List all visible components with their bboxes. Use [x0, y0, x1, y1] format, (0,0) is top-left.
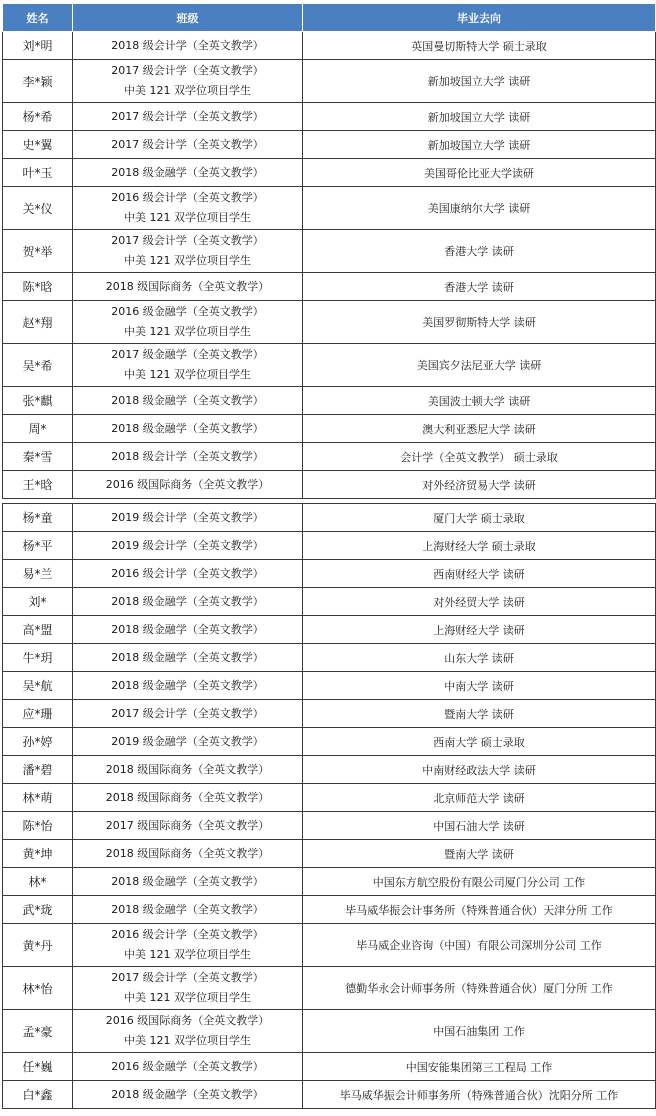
class-line: 2018 级金融学（全英文教学）: [111, 678, 264, 692]
destination-cell: 毕马威企业咨询（中国）有限公司深圳分公司 工作: [303, 924, 656, 967]
class-cell: [73, 672, 303, 700]
class-line: 2018 级金融学（全英文教学）: [111, 622, 264, 636]
student-name: 易*兰: [3, 560, 73, 588]
class-cell: [73, 967, 303, 1010]
destination-cell: 毕马威华振会计事务所（特殊普通合伙）天津分所 工作: [303, 896, 656, 924]
student-name: 白*鑫: [3, 1081, 73, 1109]
destination-cell: 西南财经大学 读研: [303, 560, 656, 588]
class-line: 2019 级会计学（全英文教学）: [111, 538, 264, 552]
student-name: 刘*明: [3, 32, 73, 60]
table-row: [3, 896, 656, 924]
table-row: [3, 301, 656, 344]
class-cell: [73, 812, 303, 840]
destination-cell: 美国宾夕法尼亚大学 读研: [303, 344, 656, 387]
class-line: 2018 级会计学（全英文教学）: [111, 38, 264, 52]
table-row: [3, 103, 656, 131]
table-row: [3, 273, 656, 301]
class-cell: [73, 301, 303, 344]
destination-cell: 暨南大学 读研: [303, 700, 656, 728]
class-line: 2016 级金融学（全英文教学）: [111, 305, 264, 318]
destination-cell: 中南大学 读研: [303, 672, 656, 700]
table-row: [3, 700, 656, 728]
table-row: [3, 616, 656, 644]
class-line: 2017 级会计学（全英文教学）: [111, 109, 264, 123]
class-cell: [73, 560, 303, 588]
class-line: 2018 级金融学（全英文教学）: [111, 165, 264, 179]
student-name: 刘*: [3, 588, 73, 616]
student-name: 林*: [3, 868, 73, 896]
class-line: 2018 级金融学（全英文教学）: [111, 874, 264, 888]
table-row: [3, 756, 656, 784]
table-row: [3, 588, 656, 616]
class-cell: [73, 103, 303, 131]
table-row: [3, 560, 656, 588]
destination-cell: 新加坡国立大学 读研: [303, 60, 656, 103]
class-line: 2018 级金融学（全英文教学）: [111, 421, 264, 435]
table-row: [3, 1053, 656, 1081]
table-row: [3, 812, 656, 840]
class-cell: [73, 187, 303, 230]
class-line: 2016 级会计学（全英文教学）: [111, 928, 264, 941]
class-line: 2017 级会计学（全英文教学）: [111, 137, 264, 151]
student-name: 杨*平: [3, 532, 73, 560]
destination-cell: 暨南大学 读研: [303, 840, 656, 868]
destination-cell: 澳大利亚悉尼大学 读研: [303, 415, 656, 443]
class-line: 2018 级金融学（全英文教学）: [111, 1087, 264, 1101]
student-name: 潘*碧: [3, 756, 73, 784]
destination-cell: 上海财经大学 硕士录取: [303, 532, 656, 560]
class-cell: [73, 471, 303, 499]
student-name: 史*翼: [3, 131, 73, 159]
class-line: 2018 级国际商务（全英文教学）: [105, 846, 270, 860]
destination-cell: 新加坡国立大学 读研: [303, 103, 656, 131]
table-row: [3, 443, 656, 471]
table-row: [3, 728, 656, 756]
class-cell: [73, 273, 303, 301]
class-cell: [73, 896, 303, 924]
student-name: 陈*晗: [3, 273, 73, 301]
table-row: [3, 532, 656, 560]
student-name: 王*晗: [3, 471, 73, 499]
class-line: 2016 级金融学（全英文教学）: [111, 1059, 264, 1073]
table-row: [3, 187, 656, 230]
class-cell: [73, 131, 303, 159]
class-cell: [73, 230, 303, 273]
graduates-table-1: [2, 3, 656, 499]
class-line: 中美 121 双学位项目学生: [124, 991, 251, 1004]
table-row: [3, 230, 656, 273]
class-line: 2017 级会计学（全英文教学）: [111, 706, 264, 720]
class-cell: [73, 159, 303, 187]
class-line: 2017 级会计学（全英文教学）: [111, 234, 264, 247]
class-cell: [73, 868, 303, 896]
class-line: 2017 级会计学（全英文教学）: [111, 64, 264, 77]
header-name: 姓名: [3, 4, 73, 32]
student-name: 孙*婷: [3, 728, 73, 756]
class-cell: [73, 387, 303, 415]
student-name: 吴*航: [3, 672, 73, 700]
table-row: [3, 60, 656, 103]
table-row: [3, 471, 656, 499]
table-row: [3, 32, 656, 60]
table-row: [3, 924, 656, 967]
class-line: 中美 121 双学位项目学生: [124, 368, 251, 381]
class-cell: [73, 32, 303, 60]
class-line: 2018 级金融学（全英文教学）: [111, 594, 264, 608]
class-line: 2018 级会计学（全英文教学）: [111, 449, 264, 463]
destination-cell: 厦门大学 硕士录取: [303, 504, 656, 532]
student-name: 贺*举: [3, 230, 73, 273]
student-name: 杨*童: [3, 504, 73, 532]
class-line: 2016 级会计学（全英文教学）: [111, 566, 264, 580]
destination-cell: 香港大学 读研: [303, 273, 656, 301]
class-line: 2016 级国际商务（全英文教学）: [105, 1014, 270, 1027]
class-cell: [73, 784, 303, 812]
destination-cell: 美国康纳尔大学 读研: [303, 187, 656, 230]
table-row: [3, 131, 656, 159]
class-line: 2017 级金融学（全英文教学）: [111, 348, 264, 361]
destination-cell: 德勤华永会计师事务所（特殊普通合伙）厦门分所 工作: [303, 967, 656, 1010]
student-name: 李*颖: [3, 60, 73, 103]
class-cell: [73, 344, 303, 387]
header-class: 班级: [73, 4, 303, 32]
header-row: [3, 4, 656, 32]
table-row: [3, 415, 656, 443]
table-row: [3, 159, 656, 187]
graduates-table-2: [2, 503, 656, 1109]
student-name: 黄*丹: [3, 924, 73, 967]
class-cell: [73, 700, 303, 728]
table-row: [3, 387, 656, 415]
student-name: 杨*希: [3, 103, 73, 131]
class-cell: [73, 924, 303, 967]
destination-cell: 对外经贸大学 读研: [303, 588, 656, 616]
destination-cell: 中南财经政法大学 读研: [303, 756, 656, 784]
destination-cell: 中国石油大学 读研: [303, 812, 656, 840]
table-row: [3, 344, 656, 387]
class-line: 2018 级国际商务（全英文教学）: [105, 279, 270, 293]
student-name: 孟*豪: [3, 1010, 73, 1053]
student-name: 叶*玉: [3, 159, 73, 187]
table-row: [3, 868, 656, 896]
destination-cell: 香港大学 读研: [303, 230, 656, 273]
student-name: 林*怡: [3, 967, 73, 1010]
class-cell: [73, 504, 303, 532]
class-line: 2018 级国际商务（全英文教学）: [105, 790, 270, 804]
destination-cell: 美国波士顿大学 读研: [303, 387, 656, 415]
table-row: [3, 504, 656, 532]
destination-cell: 美国罗彻斯特大学 读研: [303, 301, 656, 344]
class-line: 2016 级国际商务（全英文教学）: [105, 477, 270, 491]
student-name: 陈*怡: [3, 812, 73, 840]
student-name: 张*麒: [3, 387, 73, 415]
table-row: [3, 1010, 656, 1053]
class-line: 2017 级会计学（全英文教学）: [111, 971, 264, 984]
class-cell: [73, 588, 303, 616]
class-cell: [73, 840, 303, 868]
class-line: 2019 级金融学（全英文教学）: [111, 734, 264, 748]
class-line: 2018 级金融学（全英文教学）: [111, 650, 264, 664]
class-cell: [73, 728, 303, 756]
student-name: 黄*坤: [3, 840, 73, 868]
class-cell: [73, 1010, 303, 1053]
class-line: 中美 121 双学位项目学生: [124, 325, 251, 338]
student-name: 秦*雪: [3, 443, 73, 471]
student-name: 应*珊: [3, 700, 73, 728]
student-name: 牛*玥: [3, 644, 73, 672]
destination-cell: 会计学（全英文教学） 硕士录取: [303, 443, 656, 471]
class-line: 2018 级金融学（全英文教学）: [111, 393, 264, 407]
destination-cell: 中国石油集团 工作: [303, 1010, 656, 1053]
student-name: 关*仪: [3, 187, 73, 230]
class-cell: [73, 1053, 303, 1081]
destination-cell: 西南大学 硕士录取: [303, 728, 656, 756]
student-name: 武*珑: [3, 896, 73, 924]
table-row: [3, 672, 656, 700]
table-row: [3, 644, 656, 672]
student-name: 高*盟: [3, 616, 73, 644]
destination-cell: 英国曼切斯特大学 硕士录取: [303, 32, 656, 60]
header-destination: 毕业去向: [303, 4, 656, 32]
class-line: 2018 级国际商务（全英文教学）: [105, 762, 270, 776]
student-name: 赵*翔: [3, 301, 73, 344]
destination-cell: 中国安能集团第三工程局 工作: [303, 1053, 656, 1081]
table-row: [3, 840, 656, 868]
class-line: 2017 级国际商务（全英文教学）: [105, 818, 270, 832]
class-cell: [73, 532, 303, 560]
destination-cell: 北京师范大学 读研: [303, 784, 656, 812]
class-line: 中美 121 双学位项目学生: [124, 211, 251, 224]
class-cell: [73, 443, 303, 471]
student-name: 林*萌: [3, 784, 73, 812]
destination-cell: 毕马威华振会计师事务所（特殊普通合伙）沈阳分所 工作: [303, 1081, 656, 1109]
table-row: [3, 1081, 656, 1109]
student-name: 吴*希: [3, 344, 73, 387]
destination-cell: 上海财经大学 读研: [303, 616, 656, 644]
class-line: 中美 121 双学位项目学生: [124, 84, 251, 97]
class-cell: [73, 756, 303, 784]
class-cell: [73, 415, 303, 443]
class-line: 2019 级会计学（全英文教学）: [111, 510, 264, 524]
student-name: 周*: [3, 415, 73, 443]
table-row: [3, 784, 656, 812]
class-cell: [73, 644, 303, 672]
table-row: [3, 967, 656, 1010]
class-line: 2018 级金融学（全英文教学）: [111, 902, 264, 916]
destination-cell: 美国哥伦比亚大学读研: [303, 159, 656, 187]
class-cell: [73, 1081, 303, 1109]
student-name: 任*巍: [3, 1053, 73, 1081]
destination-cell: 新加坡国立大学 读研: [303, 131, 656, 159]
class-line: 2016 级会计学（全英文教学）: [111, 191, 264, 204]
class-cell: [73, 616, 303, 644]
class-cell: [73, 60, 303, 103]
destination-cell: 中国东方航空股份有限公司厦门分公司 工作: [303, 868, 656, 896]
class-line: 中美 121 双学位项目学生: [124, 1034, 251, 1047]
class-line: 中美 121 双学位项目学生: [124, 948, 251, 961]
destination-cell: 山东大学 读研: [303, 644, 656, 672]
class-line: 中美 121 双学位项目学生: [124, 254, 251, 267]
destination-cell: 对外经济贸易大学 读研: [303, 471, 656, 499]
